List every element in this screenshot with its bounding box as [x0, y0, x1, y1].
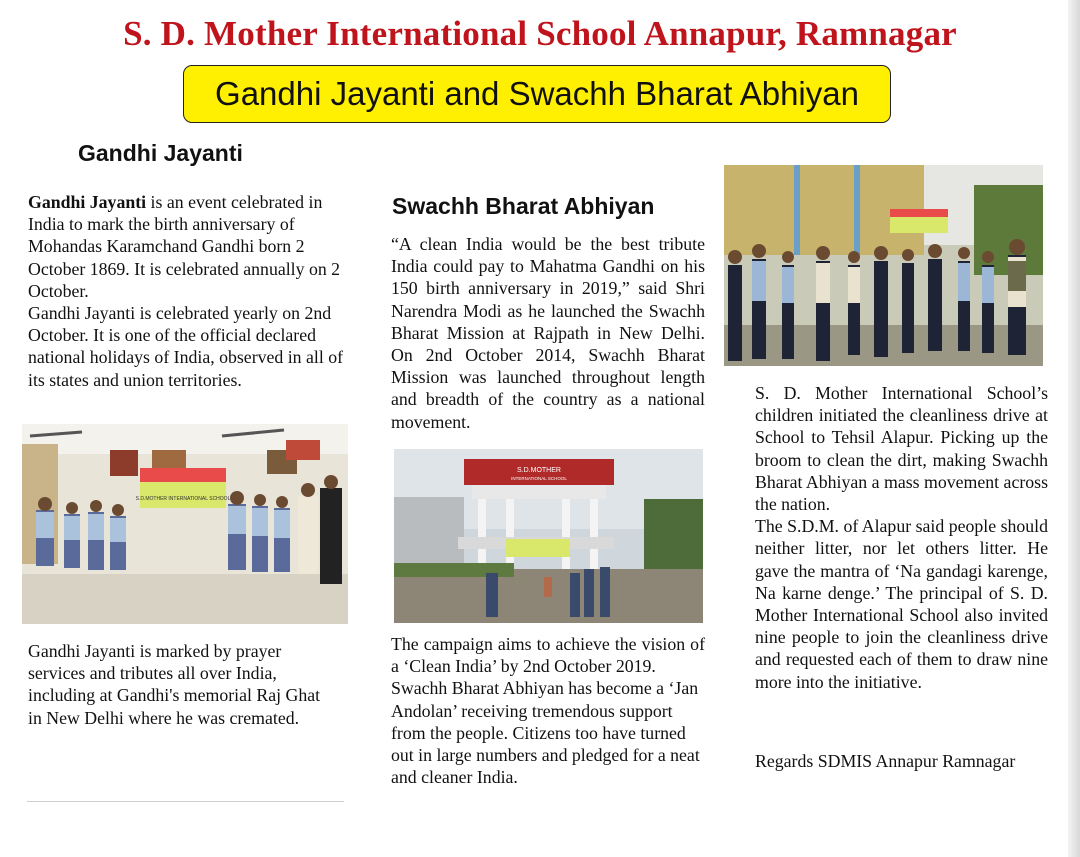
swachh-bharat-quote: “A clean India would be the best tribute India could pay to Mahatma Gandhi on his 150 birth anniversary in 2019,” said Shri Narendra Modi as he launched the Swachh Bharat Mission at Rajpath in New Delhi. On 2nd October 2014, Swachh Bharat Mission was launched throughout length and breadth of the country as a national movement.	[391, 234, 705, 432]
regards-signoff: Regards SDMIS Annapur Ramnagar	[755, 751, 1016, 771]
school-drive-text	[755, 382, 1048, 693]
gandhi-jayanti-para2: Gandhi Jayanti is celebrated yearly on 2nd October. It is one of the official declared national holidays of India, observed in all of its states and union territories.	[28, 303, 344, 390]
swachh-bharat-campaign	[391, 633, 705, 788]
school-title: S. D. Mother International School Annapur, Ramnagar	[123, 14, 957, 53]
gandhi-jayanti-intro	[28, 191, 348, 391]
gandhi-jayanti-para1: is an event celebrated in India to mark the birth anniversary of Mohandas Karamchand Gandhi born 2 October 1869. It is celebrated annually on 2 October.	[28, 192, 341, 301]
photo2-sign-sub: INTERNATIONAL SCHOOL	[511, 476, 567, 481]
column-divider	[27, 801, 344, 802]
gandhi-jayanti-heading: Gandhi Jayanti	[78, 140, 243, 166]
school-building-photo	[394, 449, 703, 623]
page-edge	[1068, 0, 1080, 857]
cleanliness-drive-photo	[724, 165, 1043, 366]
topic-banner: Gandhi Jayanti and Swachh Bharat Abhiyan	[183, 65, 891, 123]
photo1-banner-text: S.D.MOTHER INTERNATIONAL SCHOOL	[135, 496, 231, 502]
students-banner-photo	[22, 424, 348, 624]
jan-andolan-text: Swachh Bharat Abhiyan has become a ‘Jan Andolan’ receiving tremendous support from the people. Citizens too have turned out in large numbers and pledged for a neat and cleaner India.	[391, 678, 700, 788]
school-drive-para2: The S.D.M. of Alapur said people should neither litter, nor let others litter. He gave the mantra of ‘Na gandagi karenge, Na karne denge.’ The principal of S. D. Mother International School also invited nine people to join the cleanliness drive and requested each of them to draw nine more into the initiative.	[755, 516, 1048, 692]
gandhi-jayanti-lead: Gandhi Jayanti	[28, 192, 147, 212]
campaign-text: The campaign aims to achieve the vision of a ‘Clean India’ by 2nd October 2019.	[391, 634, 705, 677]
school-drive-para1: S. D. Mother International School’s children initiated the cleanliness drive at School to Tehsil Alapur. Picking up the broom to clean the dirt, making Swachh Bharat Abhiyan a mass movement across the nation.	[755, 383, 1048, 515]
photo2-sign: S.D.MOTHER	[517, 467, 561, 474]
gandhi-jayanti-para3: Gandhi Jayanti is marked by prayer services and tributes all over India, including at Gandhi's memorial Raj Ghat in New Delhi where he was cremated.	[28, 641, 321, 728]
swachh-bharat-heading: Swachh Bharat Abhiyan	[392, 193, 655, 219]
